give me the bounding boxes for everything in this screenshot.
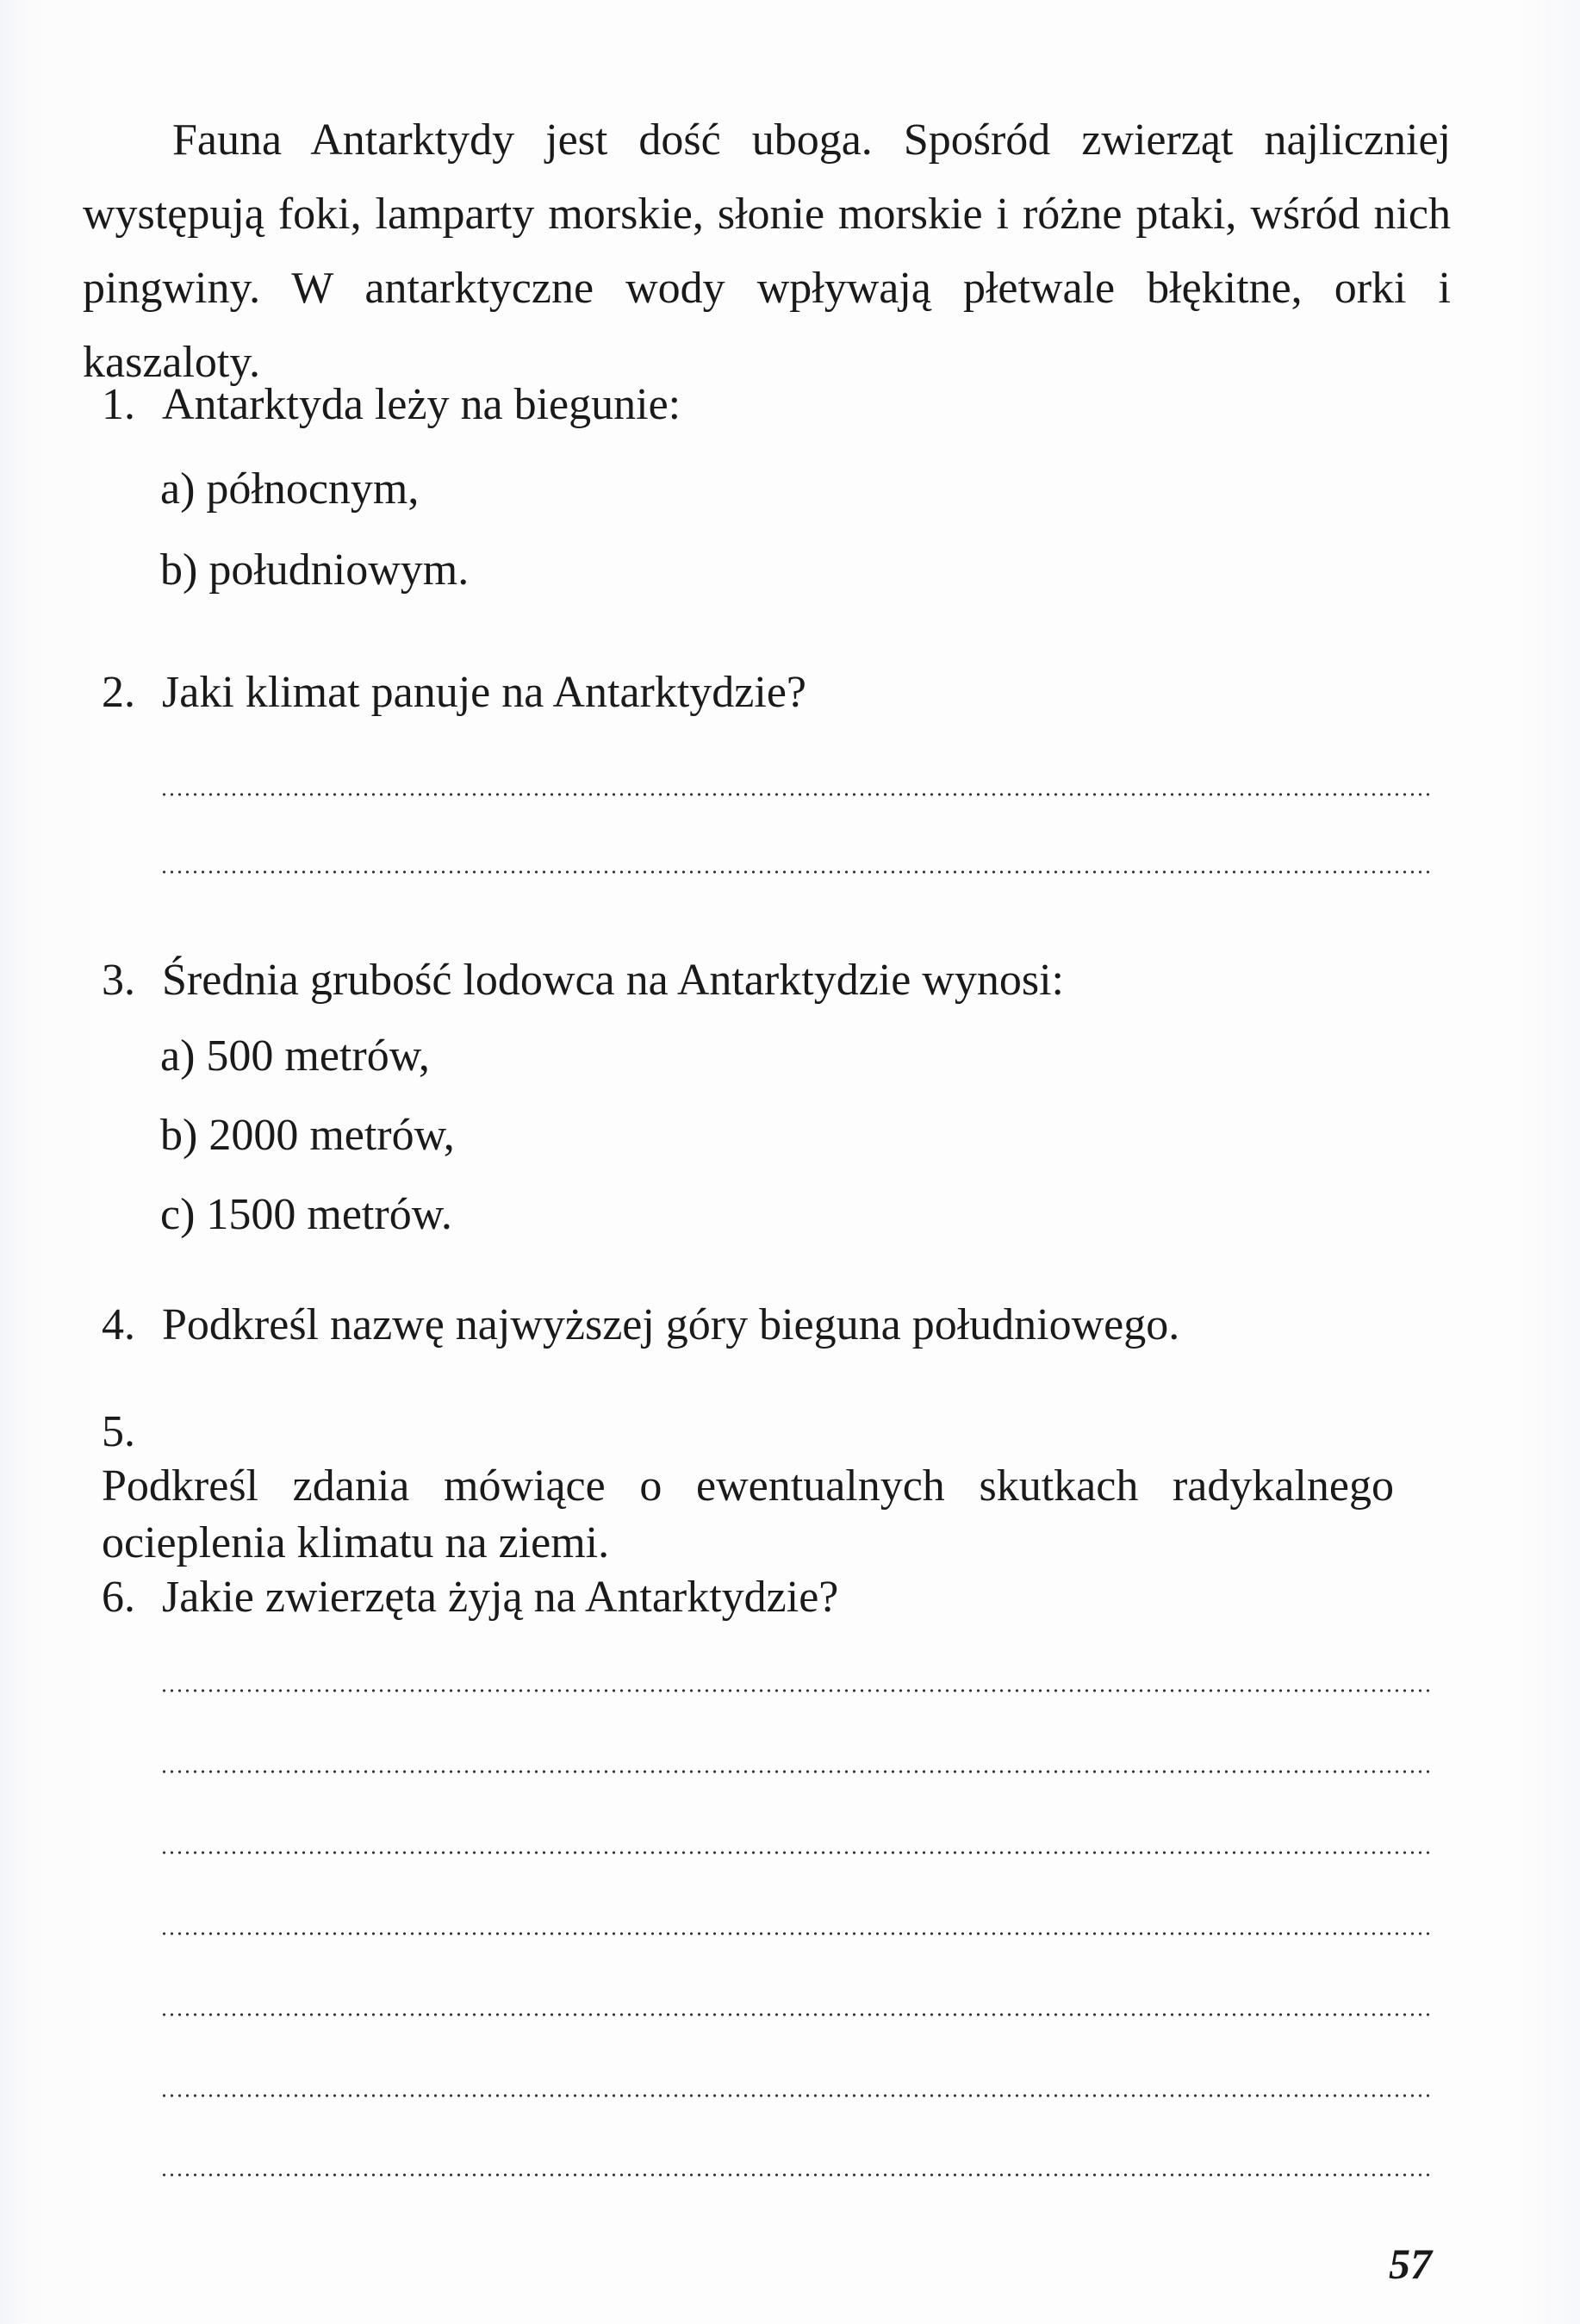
option-1a: a) północnym, — [160, 464, 420, 514]
question-text: Średnia grubość lodowca na Antarktydzie wynosi: — [162, 956, 1064, 1005]
question-1 — [102, 379, 1446, 431]
question-4 — [102, 1299, 1446, 1351]
answer-line[interactable] — [160, 1770, 1432, 1773]
answer-line[interactable] — [160, 1851, 1432, 1854]
answer-line[interactable] — [160, 870, 1432, 874]
question-text: Jakie zwierzęta żyją na Antarktydzie? — [162, 1573, 839, 1622]
question-number: 1. — [102, 380, 135, 429]
page-number: 57 — [1389, 2240, 1432, 2288]
question-6 — [102, 1572, 1446, 1623]
question-5 — [102, 1406, 1446, 1572]
question-3 — [102, 955, 1446, 1006]
answer-line[interactable] — [160, 1932, 1432, 1935]
answer-line[interactable] — [160, 1689, 1432, 1692]
question-number: 3. — [102, 956, 135, 1005]
question-2 — [102, 667, 1446, 719]
option-1b: b) południowym. — [160, 545, 470, 595]
question-text: Podkreśl zdania mówiące o ewentualnych skutkach radykalnego ocieplenia klimatu na ziemi. — [102, 1461, 1394, 1567]
question-text: Jaki klimat panuje na Antarktydzie? — [162, 668, 806, 717]
answer-line[interactable] — [160, 2013, 1432, 2016]
question-number: 6. — [102, 1573, 135, 1622]
option-3c: c) 1500 metrów. — [160, 1190, 452, 1239]
question-text: Podkreśl nazwę najwyższej góry bieguna południowego. — [162, 1300, 1180, 1349]
answer-line[interactable] — [160, 2094, 1432, 2097]
intro-paragraph: Fauna Antarktydy jest dość uboga. Spośród zwierząt najliczniej występują foki, lamparty morskie, słonie morskie i różne ptaki, wśród nich pingwiny. W antarktyczne wody wpływają płetwale błękitne, orki i kaszaloty. — [83, 115, 1451, 387]
answer-line[interactable] — [160, 793, 1432, 796]
question-number: 4. — [102, 1300, 135, 1349]
answer-line[interactable] — [160, 2173, 1432, 2177]
question-text: Antarktyda leży na biegunie: — [162, 380, 681, 429]
option-3a: a) 500 metrów, — [160, 1031, 430, 1081]
question-number: 5. — [102, 1407, 135, 1456]
option-3b: b) 2000 metrów, — [160, 1111, 455, 1160]
question-number: 2. — [102, 668, 135, 717]
